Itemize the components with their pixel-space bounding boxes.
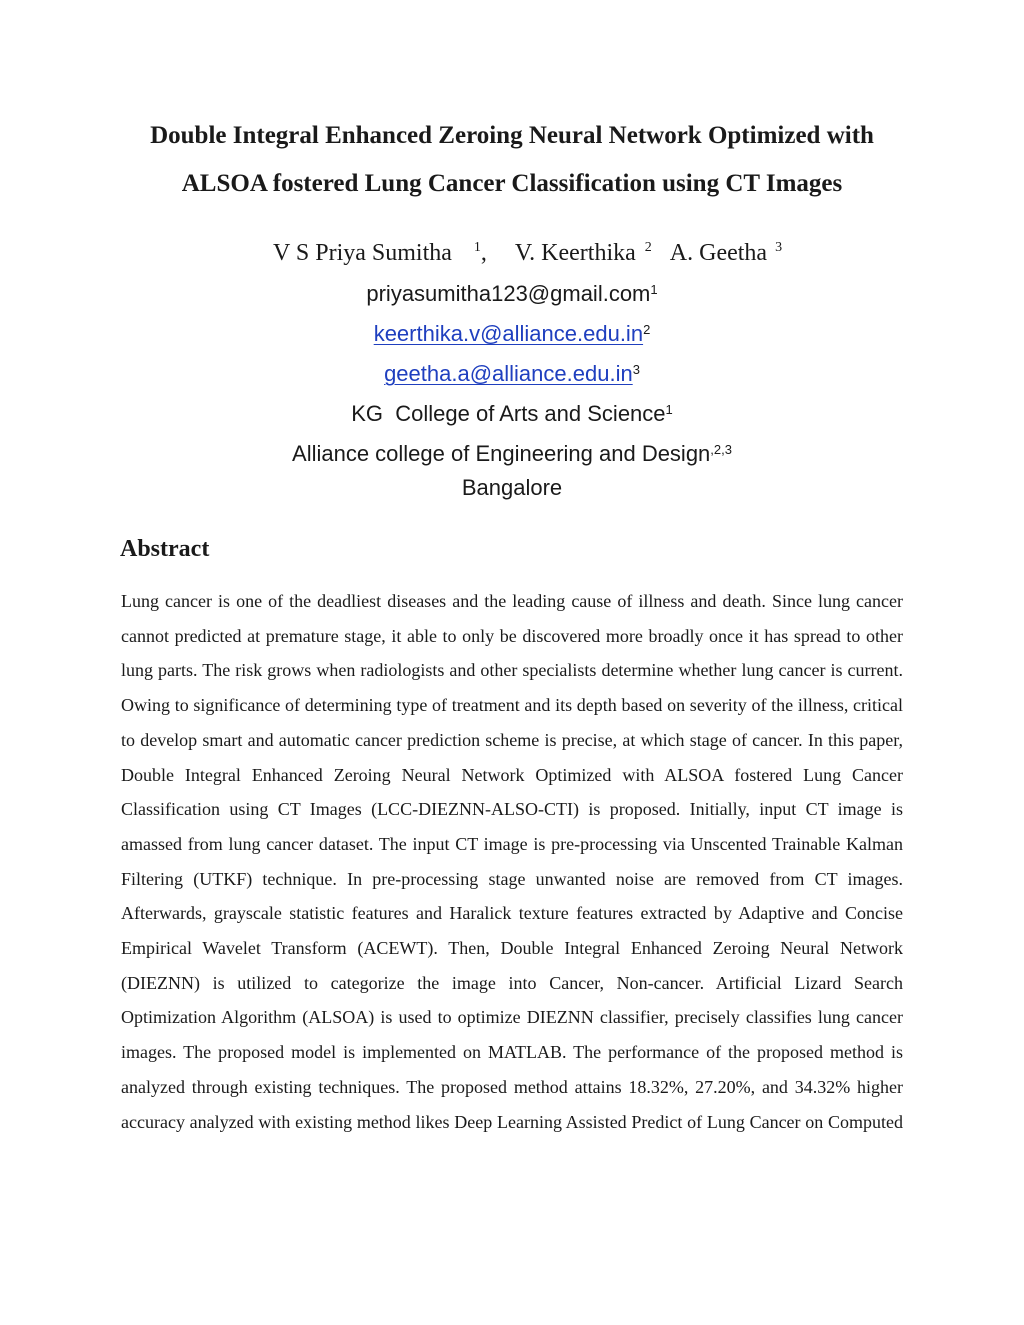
email-sup-3: 3 — [632, 362, 640, 377]
affiliation-city: Bangalore — [461, 475, 563, 500]
author-name-2: V. Keerthika — [514, 240, 636, 266]
author-list — [273, 238, 782, 268]
affiliation-sup-1: 1 — [665, 402, 673, 417]
author-name-1: V S Priya Sumitha — [273, 240, 452, 266]
email-sup-2: 2 — [643, 322, 651, 337]
affiliation-text-1: KG College of Arts and Science — [351, 401, 666, 426]
affiliation-sup-2: ,2,3 — [710, 442, 732, 457]
abstract-body: Lung cancer is one of the deadliest diseases and the leading cause of illness and death. Since lung cancer cannot predicted at premature stage, it able to only be discovered more broadly once it has spread to other lung parts. The risk grows when radiologists and other specialists determine whether lung cancer is current. Owing to significance of determining type of treatment and its depth based on severity of the illness, critical to develop smart and automatic cancer prediction scheme is precise, at which stage of cancer. In this paper, Double Integral Enhanced Zeroing Neural Network Optimized with ALSOA fostered Lung Cancer Classification using CT Images (LCC-DIEZNN-ALSO-CTI) is proposed. Initially, input CT image is amassed from lung cancer dataset. The input CT image is pre-processing via Unscented Trainable Kalman Filtering (UTKF) technique. In pre-processing stage unwanted noise are removed from CT images. Afterwards, grayscale statistic features and Haralick texture features extracted by Adaptive and Concise Empirical Wavelet Transform (ACEWT). Then, Double Integral Enhanced Zeroing Neural Network (DIEZNN) is utilized to categorize the image into Cancer, Non-cancer. Artificial Lizard Search Optimization Algorithm (ALSOA) is used to optimize DIEZNN classifier, precisely classifies lung cancer images. The proposed model is implemented on MATLAB. The performance of the proposed method is analyzed through existing techniques. The proposed method attains 18.32%, 27.20%, and 34.32% higher accuracy analyzed with existing method likes Deep Learning Assisted Predict of Lung Cancer on Computed — [121, 591, 903, 1132]
author-name-3: A. Geetha — [669, 240, 768, 266]
author-sup-2: 2 — [644, 240, 652, 255]
affiliation-2 — [0, 440, 1024, 468]
author-sup-3: 3 — [775, 240, 783, 255]
email-link-2[interactable]: keerthika.v@alliance.edu.in — [373, 321, 644, 346]
email-sup-1: 1 — [650, 282, 658, 297]
paper-title-line-2: ALSOA fostered Lung Cancer Classification using CT Images — [181, 170, 843, 197]
email-text-1: priyasumitha123@gmail.com — [366, 281, 651, 306]
author-sup-1: 1 — [473, 240, 481, 255]
email-link-3[interactable]: geetha.a@alliance.edu.in — [384, 361, 633, 386]
abstract-heading: Abstract — [120, 536, 210, 562]
author-email-3 — [0, 360, 1024, 388]
affiliation-1 — [0, 400, 1024, 428]
author-email-1 — [0, 280, 1024, 308]
author-email-2 — [0, 320, 1024, 348]
paper-title-line-1: Double Integral Enhanced Zeroing Neural Network Optimized with — [150, 122, 874, 149]
author-separator-1: , — [480, 240, 487, 266]
affiliation-text-2: Alliance college of Engineering and Design — [292, 441, 711, 466]
